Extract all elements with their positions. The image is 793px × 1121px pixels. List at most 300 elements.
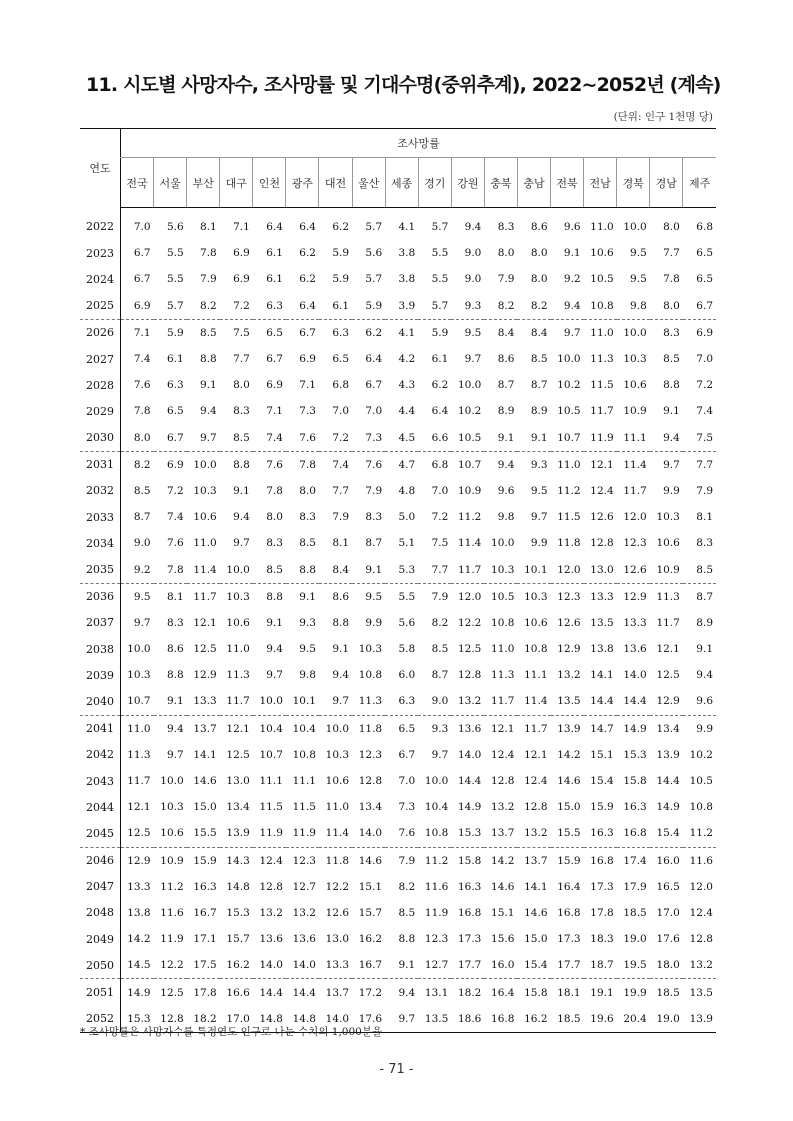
rate-cell: 10.3: [484, 556, 517, 583]
rate-cell: 6.2: [431, 379, 449, 392]
rate-cell: 17.1: [193, 933, 217, 946]
rate-cell: 8.5: [530, 353, 548, 366]
rate-cell: 16.4: [557, 880, 581, 893]
rate-cell: 13.0: [226, 775, 250, 788]
rate-cell: 7.2: [220, 293, 253, 320]
rate-cell: 6.5: [166, 405, 184, 418]
rate-cell: 6.3: [385, 688, 418, 715]
rate-cell: 14.0: [253, 952, 286, 979]
rate-cell: 18.5: [656, 986, 680, 999]
rate-cell: 11.0: [127, 722, 151, 735]
rate-cell: 6.5: [696, 273, 713, 286]
rate-cell: 11.5: [292, 801, 316, 814]
rate-cell: 8.8: [286, 556, 319, 583]
rate-cell: 12.5: [457, 643, 482, 656]
rate-cell: 11.9: [424, 906, 449, 919]
rate-cell: 16.8: [457, 906, 482, 919]
rate-cell: 6.8: [431, 458, 449, 471]
rate-cell: 18.5: [623, 906, 647, 919]
rate-cell: 9.5: [365, 590, 383, 603]
rate-cell: 7.9: [332, 511, 350, 524]
rate-cell: 11.7: [623, 484, 647, 497]
rate-cell: 11.9: [160, 933, 184, 946]
rate-cell: 9.7: [563, 326, 581, 339]
rate-cell: 5.9: [352, 293, 385, 320]
year-cell: 2043: [80, 768, 121, 794]
rate-cell: 11.5: [557, 511, 581, 524]
rate-cell: 12.3: [358, 748, 383, 761]
rate-cell: 6.3: [253, 293, 286, 320]
rate-cell: 10.3: [127, 669, 151, 682]
rate-cell: 19.0: [650, 1006, 683, 1033]
rate-cell: 17.8: [193, 986, 217, 999]
rate-cell: 10.6: [193, 511, 217, 524]
rate-cell: 7.5: [233, 326, 250, 339]
table-row: [80, 900, 716, 926]
rate-cell: 12.9: [127, 854, 151, 867]
rate-cell: 12.1: [491, 722, 515, 735]
region-header: 대전: [319, 158, 352, 208]
rate-cell: 12.3: [623, 537, 647, 550]
table-row: [80, 504, 716, 530]
rate-cell: 16.3: [457, 880, 482, 893]
rate-cell: 7.3: [398, 801, 416, 814]
rate-cell: 10.0: [491, 537, 515, 550]
rate-cell: 7.8: [133, 405, 151, 418]
rate-cell: 13.2: [517, 820, 550, 847]
year-cell: 2028: [80, 372, 121, 398]
rate-cell: 9.7: [385, 1006, 418, 1033]
rate-cell: 8.7: [431, 669, 449, 682]
rate-cell: 13.2: [491, 801, 515, 814]
rate-cell: 7.7: [696, 458, 713, 471]
rate-cell: 17.6: [352, 1006, 385, 1033]
rate-cell: 10.4: [259, 722, 283, 735]
rate-cell: 7.5: [683, 425, 716, 452]
rate-cell: 14.9: [656, 801, 680, 814]
rate-cell: 6.7: [365, 379, 383, 392]
year-cell: 2047: [80, 874, 121, 900]
rate-cell: 9.5: [464, 326, 482, 339]
year-cell: 2032: [80, 478, 121, 504]
rate-cell: 11.6: [424, 880, 449, 893]
rate-cell: 10.4: [292, 722, 316, 735]
rate-cell: 6.9: [121, 293, 154, 320]
rate-cell: 11.3: [656, 590, 680, 603]
rate-cell: 8.9: [696, 616, 713, 629]
rate-cell: 5.9: [431, 326, 449, 339]
rate-cell: 6.1: [166, 353, 184, 366]
rate-cell: 8.3: [166, 616, 184, 629]
rate-cell: 11.4: [187, 556, 220, 583]
year-cell: 2041: [80, 715, 121, 742]
rate-cell: 18.6: [451, 1006, 484, 1033]
rate-cell: 11.2: [160, 880, 184, 893]
rate-cell: 8.5: [220, 425, 253, 452]
rate-cell: 7.4: [166, 511, 184, 524]
rate-cell: 10.0: [325, 722, 350, 735]
rate-cell: 5.9: [332, 247, 350, 260]
rate-cell: 11.7: [656, 616, 680, 629]
rate-cell: 10.5: [557, 405, 581, 418]
rate-cell: 9.4: [497, 458, 515, 471]
year-cell: 2048: [80, 900, 121, 926]
rate-cell: 12.4: [491, 748, 515, 761]
rate-cell: 8.0: [121, 425, 154, 452]
rate-cell: 9.4: [166, 722, 184, 735]
rate-cell: 15.3: [121, 1006, 154, 1033]
rate-cell: 13.3: [319, 952, 352, 979]
rate-cell: 15.3: [226, 906, 250, 919]
rate-cell: 10.8: [584, 293, 617, 320]
rate-cell: 10.3: [656, 511, 680, 524]
rate-cell: 12.0: [551, 556, 584, 583]
rate-cell: 15.9: [193, 854, 217, 867]
rate-cell: 14.4: [292, 986, 316, 999]
rate-cell: 11.0: [491, 643, 515, 656]
rate-cell: 6.5: [398, 722, 416, 735]
rate-cell: 6.0: [398, 669, 416, 682]
rate-cell: 5.3: [385, 556, 418, 583]
rate-cell: 9.7: [187, 425, 220, 452]
rate-cell: 11.1: [524, 669, 548, 682]
rate-cell: 18.5: [551, 1006, 584, 1033]
rate-cell: 7.0: [696, 353, 713, 366]
rate-cell: 17.5: [187, 952, 220, 979]
rate-cell: 7.7: [418, 556, 451, 583]
rate-cell: 8.7: [365, 537, 383, 550]
rate-cell: 16.4: [491, 986, 515, 999]
rate-cell: 7.5: [431, 537, 449, 550]
rate-cell: 9.8: [617, 293, 650, 320]
rate-cell: 13.3: [623, 616, 647, 629]
rate-cell: 17.4: [623, 854, 647, 867]
rate-cell: 7.8: [299, 458, 316, 471]
rate-cell: 19.0: [623, 933, 647, 946]
rate-cell: 12.2: [325, 880, 350, 893]
year-cell: 2037: [80, 610, 121, 636]
rate-cell: 9.0: [418, 688, 451, 715]
rate-cell: 16.2: [517, 1006, 550, 1033]
year-cell: 2052: [80, 1006, 121, 1033]
rate-cell: 5.0: [398, 511, 416, 524]
rate-cell: 6.5: [696, 247, 713, 260]
rate-cell: 13.9: [220, 820, 253, 847]
rate-cell: 11.3: [226, 669, 250, 682]
rate-cell: 14.6: [557, 775, 581, 788]
crude-death-rate-header: 조사망률: [121, 129, 717, 158]
year-cell: 2051: [80, 979, 121, 1006]
rate-cell: 10.6: [656, 537, 680, 550]
rate-cell: 6.7: [133, 273, 151, 286]
rate-cell: 4.5: [385, 425, 418, 452]
rate-cell: 9.4: [650, 425, 683, 452]
rate-cell: 12.3: [557, 590, 581, 603]
rate-cell: 8.5: [253, 556, 286, 583]
page-number: - 71 -: [379, 1062, 414, 1077]
year-cell: 2049: [80, 926, 121, 952]
rate-cell: 7.0: [332, 405, 350, 418]
table-row: [80, 820, 716, 847]
rate-cell: 17.8: [590, 906, 614, 919]
rate-cell: 16.5: [656, 880, 680, 893]
rate-cell: 13.6: [292, 933, 316, 946]
rate-cell: 15.1: [491, 906, 515, 919]
region-header-row: [80, 158, 716, 208]
rate-cell: 13.5: [418, 1006, 451, 1033]
rate-cell: 6.4: [286, 293, 319, 320]
rate-cell: 7.1: [133, 326, 151, 339]
rate-cell: 13.2: [259, 906, 283, 919]
rate-cell: 8.4: [497, 326, 515, 339]
rate-cell: 8.7: [133, 511, 151, 524]
year-cell: 2033: [80, 504, 121, 530]
rate-cell: 14.4: [457, 775, 482, 788]
rate-cell: 16.2: [358, 933, 383, 946]
rate-cell: 12.8: [491, 775, 515, 788]
rate-cell: 8.8: [663, 379, 680, 392]
year-cell: 2022: [80, 208, 121, 241]
rate-cell: 12.8: [590, 537, 614, 550]
rate-cell: 15.8: [457, 854, 482, 867]
rate-cell: 12.6: [590, 511, 614, 524]
year-cell: 2035: [80, 556, 121, 583]
rate-cell: 6.1: [319, 293, 352, 320]
rate-cell: 15.8: [623, 775, 647, 788]
rate-cell: 8.2: [187, 293, 220, 320]
rate-cell: 7.8: [200, 247, 217, 260]
rate-cell: 9.4: [464, 221, 482, 234]
rate-cell: 11.7: [193, 590, 217, 603]
rate-cell: 6.9: [233, 247, 250, 260]
rate-cell: 14.4: [617, 688, 650, 715]
rate-cell: 5.9: [166, 326, 184, 339]
rate-cell: 11.9: [584, 425, 617, 452]
rate-cell: 10.2: [457, 405, 482, 418]
rate-cell: 10.5: [451, 425, 484, 452]
rate-cell: 16.3: [584, 820, 617, 847]
rate-cell: 17.3: [557, 933, 581, 946]
rate-cell: 5.5: [431, 247, 449, 260]
rate-cell: 7.2: [319, 425, 352, 452]
region-header: 서울: [154, 158, 187, 208]
rate-cell: 7.4: [332, 458, 350, 471]
rate-cell: 6.4: [266, 221, 283, 234]
rate-cell: 12.5: [193, 643, 217, 656]
rate-cell: 7.1: [266, 405, 283, 418]
rate-cell: 18.2: [457, 986, 482, 999]
rate-cell: 15.4: [650, 820, 683, 847]
rate-cell: 10.0: [557, 353, 581, 366]
year-cell: 2042: [80, 742, 121, 768]
rate-cell: 8.1: [332, 537, 350, 550]
rate-cell: 20.4: [617, 1006, 650, 1033]
rate-cell: 6.6: [418, 425, 451, 452]
rate-cell: 5.5: [398, 590, 416, 603]
rate-cell: 13.3: [127, 880, 151, 893]
year-cell: 2023: [80, 240, 121, 266]
rate-cell: 11.2: [424, 854, 449, 867]
rate-cell: 10.9: [160, 854, 184, 867]
rate-cell: 16.0: [484, 952, 517, 979]
table-body: [80, 208, 716, 1033]
rate-cell: 8.7: [696, 590, 713, 603]
table-row: [80, 715, 716, 742]
rate-cell: 10.2: [557, 379, 581, 392]
rate-cell: 7.6: [133, 379, 151, 392]
rate-cell: 19.5: [617, 952, 650, 979]
rate-cell: 6.1: [266, 273, 283, 286]
rate-cell: 10.6: [623, 379, 647, 392]
rate-cell: 12.6: [617, 556, 650, 583]
rate-cell: 11.1: [292, 775, 316, 788]
rate-cell: 9.1: [563, 247, 581, 260]
rate-cell: 14.7: [590, 722, 614, 735]
rate-cell: 7.2: [431, 511, 449, 524]
rate-cell: 7.0: [431, 484, 449, 497]
rate-cell: 11.1: [259, 775, 283, 788]
table-row: [80, 240, 716, 266]
rate-cell: 15.1: [590, 748, 614, 761]
rate-cell: 17.0: [220, 1006, 253, 1033]
rate-cell: 12.0: [457, 590, 482, 603]
rate-cell: 9.7: [663, 458, 680, 471]
rate-cell: 10.0: [457, 379, 482, 392]
rate-cell: 14.0: [319, 1006, 352, 1033]
rate-cell: 4.7: [398, 458, 416, 471]
rate-cell: 7.8: [266, 484, 283, 497]
rate-cell: 7.0: [365, 405, 383, 418]
table-row: [80, 346, 716, 372]
rate-cell: 10.0: [623, 326, 647, 339]
rate-cell: 3.9: [385, 293, 418, 320]
rate-cell: 10.8: [418, 820, 451, 847]
rate-cell: 9.6: [683, 688, 716, 715]
rate-cell: 14.0: [623, 669, 647, 682]
rate-cell: 13.6: [457, 722, 482, 735]
rate-cell: 15.8: [524, 986, 548, 999]
rate-cell: 17.7: [451, 952, 484, 979]
rate-cell: 9.0: [464, 247, 482, 260]
rate-cell: 11.7: [590, 405, 614, 418]
rate-cell: 9.4: [233, 511, 250, 524]
rate-cell: 13.9: [557, 722, 581, 735]
rate-cell: 8.7: [497, 379, 515, 392]
rate-cell: 9.2: [563, 273, 581, 286]
year-cell: 2044: [80, 794, 121, 820]
rate-cell: 11.3: [352, 688, 385, 715]
rate-cell: 12.1: [656, 643, 680, 656]
rate-cell: 14.0: [286, 952, 319, 979]
rate-cell: 15.0: [524, 933, 548, 946]
rate-cell: 9.5: [630, 247, 647, 260]
rate-cell: 6.3: [166, 379, 184, 392]
rate-cell: 9.7: [133, 616, 151, 629]
year-cell: 2030: [80, 425, 121, 452]
rate-cell: 8.5: [398, 906, 416, 919]
region-header: 강원: [451, 158, 484, 208]
region-header: 충남: [517, 158, 550, 208]
rate-cell: 15.3: [623, 748, 647, 761]
rate-cell: 14.9: [127, 986, 151, 999]
rate-cell: 8.0: [497, 247, 515, 260]
rate-cell: 11.4: [623, 458, 647, 471]
rate-cell: 11.5: [259, 801, 283, 814]
rate-cell: 8.0: [299, 484, 316, 497]
rate-cell: 8.0: [266, 511, 283, 524]
rate-cell: 7.8: [663, 273, 680, 286]
rate-cell: 16.7: [193, 906, 217, 919]
rate-cell: 12.7: [292, 880, 316, 893]
rate-cell: 12.8: [358, 775, 383, 788]
table-row: [80, 979, 716, 1006]
year-cell: 2038: [80, 636, 121, 662]
rate-cell: 6.7: [154, 425, 187, 452]
rate-cell: 12.5: [226, 748, 250, 761]
rate-cell: 16.2: [220, 952, 253, 979]
rate-cell: 6.7: [299, 326, 316, 339]
rate-cell: 11.4: [517, 688, 550, 715]
rate-cell: 6.8: [696, 221, 713, 234]
rate-cell: 9.3: [299, 616, 316, 629]
rate-cell: 11.7: [524, 722, 548, 735]
rate-cell: 4.4: [398, 405, 416, 418]
rate-cell: 10.0: [220, 556, 253, 583]
rate-cell: 15.0: [557, 801, 581, 814]
rate-cell: 12.8: [259, 880, 283, 893]
rate-cell: 4.1: [398, 326, 416, 339]
rate-cell: 9.4: [696, 669, 713, 682]
rate-cell: 12.1: [193, 616, 217, 629]
rate-cell: 16.8: [590, 854, 614, 867]
rate-cell: 16.3: [623, 801, 647, 814]
rate-cell: 10.7: [457, 458, 482, 471]
rate-cell: 14.6: [524, 906, 548, 919]
rate-cell: 7.9: [497, 273, 515, 286]
rate-cell: 10.0: [424, 775, 449, 788]
rate-cell: 9.5: [299, 643, 316, 656]
rate-cell: 19.6: [584, 1006, 617, 1033]
rate-cell: 12.5: [160, 986, 184, 999]
rate-cell: 8.0: [530, 273, 548, 286]
rate-cell: 14.3: [226, 854, 250, 867]
rate-cell: 6.2: [299, 273, 316, 286]
rate-cell: 12.9: [557, 643, 581, 656]
rate-cell: 16.8: [557, 906, 581, 919]
rate-cell: 8.2: [484, 293, 517, 320]
rate-cell: 7.4: [253, 425, 286, 452]
rate-cell: 14.2: [557, 748, 581, 761]
rate-cell: 9.1: [200, 379, 217, 392]
rate-cell: 6.9: [233, 273, 250, 286]
rate-cell: 8.8: [233, 458, 250, 471]
rate-cell: 13.7: [193, 722, 217, 735]
rate-cell: 13.5: [551, 688, 584, 715]
rate-cell: 7.3: [299, 405, 316, 418]
rate-cell: 14.6: [193, 775, 217, 788]
region-header: 전북: [551, 158, 584, 208]
rate-cell: 9.7: [530, 511, 548, 524]
rate-cell: 14.8: [286, 1006, 319, 1033]
rate-cell: 8.6: [166, 643, 184, 656]
rate-cell: 5.1: [398, 537, 416, 550]
table-row: [80, 208, 716, 241]
rate-cell: 11.8: [358, 722, 383, 735]
rate-cell: 13.2: [683, 952, 716, 979]
rate-cell: 12.9: [193, 669, 217, 682]
rate-cell: 7.9: [200, 273, 217, 286]
rate-cell: 9.1: [663, 405, 680, 418]
